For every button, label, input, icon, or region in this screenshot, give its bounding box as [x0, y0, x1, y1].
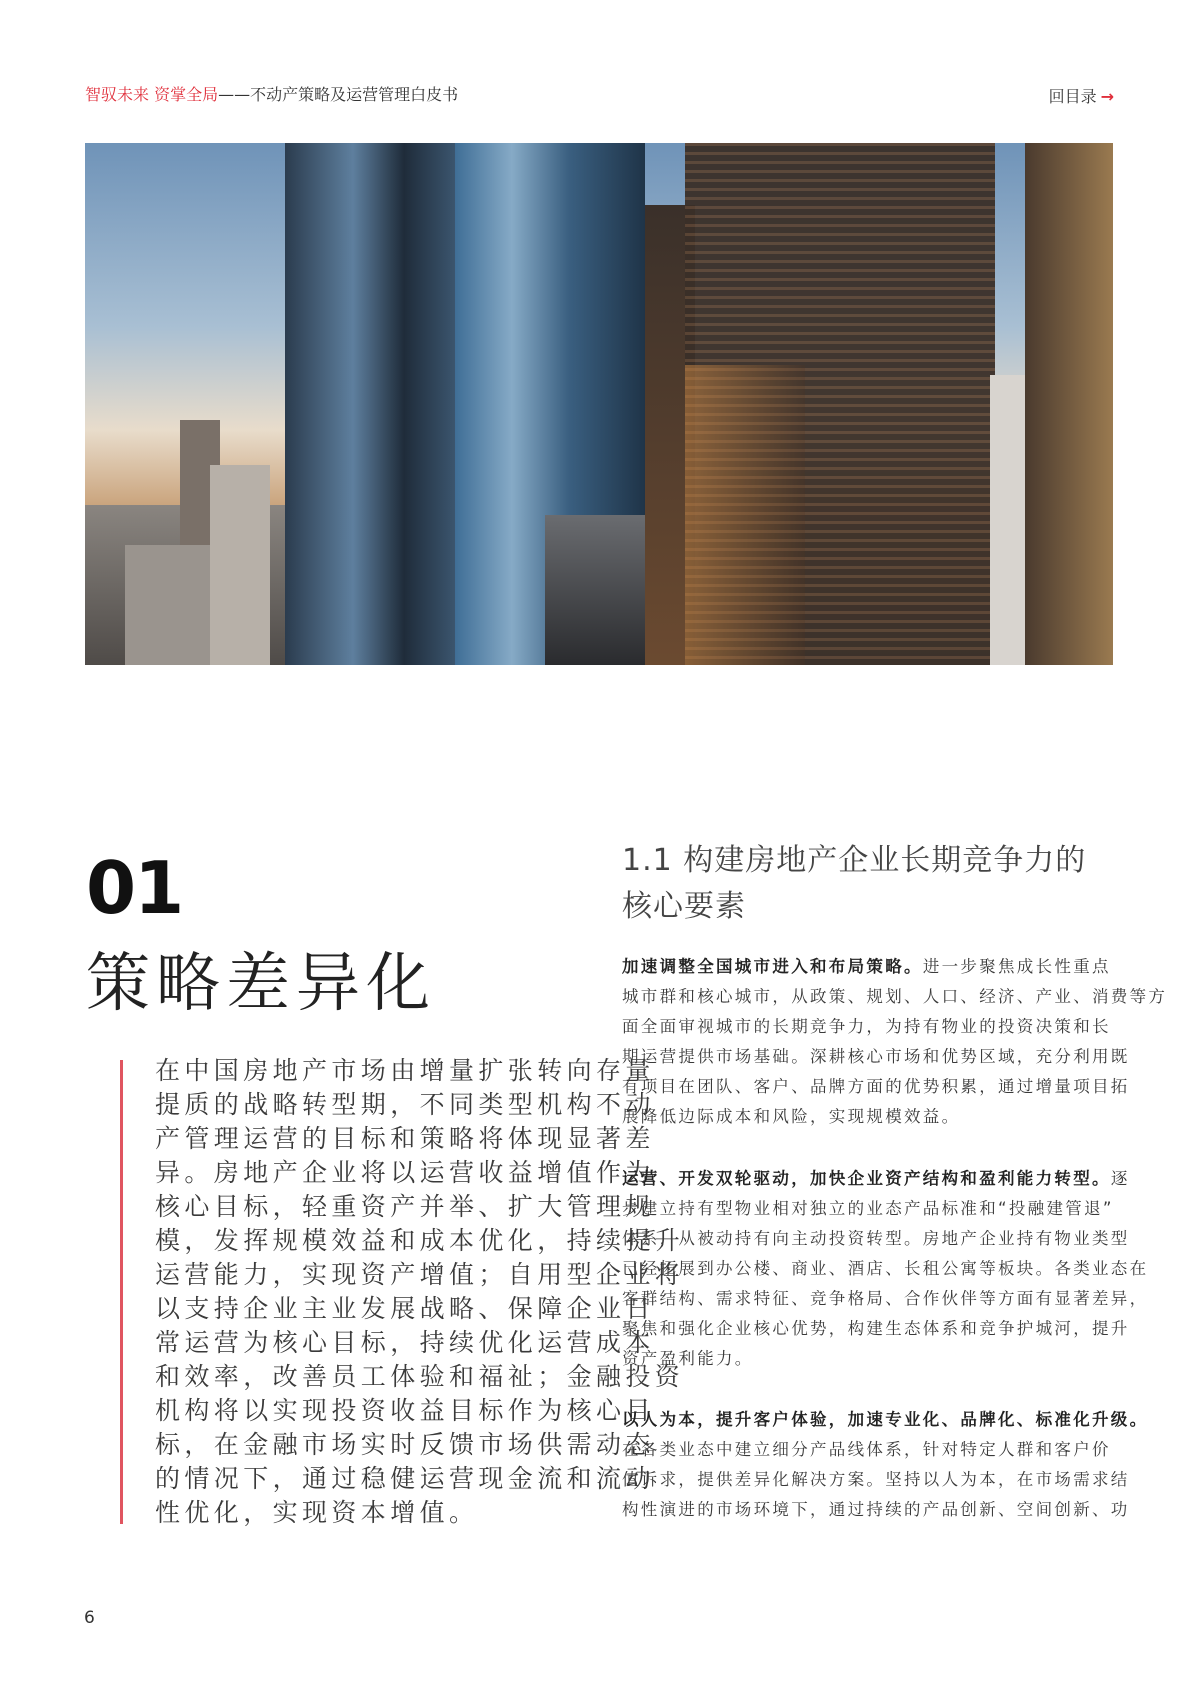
paragraph-line: 体系，从被动持有向主动投资转型。房地产企业持有物业类型: [622, 1229, 1130, 1248]
intro-line: 模，发挥规模效益和成本优化，持续提升: [155, 1226, 685, 1255]
paragraph-first-line: [622, 1164, 1130, 1194]
paragraph-line: 资产盈利能力。: [622, 1349, 754, 1368]
running-header: [85, 82, 458, 105]
section-number: 01: [86, 846, 183, 930]
intro-line: 核心目标，轻重资产并举、扩大管理规: [155, 1192, 655, 1221]
arrow-right-icon: →: [1100, 87, 1114, 106]
body-paragraph-dual-drive: [622, 1164, 1149, 1374]
quote-accent-bar: [120, 1060, 123, 1524]
paragraph-line: 值诉求，提供差异化解决方案。坚持以人为本，在市场需求结: [622, 1470, 1130, 1489]
toc-label: 回目录: [1048, 87, 1097, 106]
subsection-heading: [622, 838, 1086, 930]
paragraph-line: 展降低边际成本和风险，实现规模效益。: [622, 1107, 961, 1126]
body-paragraph-customer-experience: [622, 1405, 1149, 1525]
intro-line: 在中国房地产市场由增量扩张转向存量: [155, 1056, 655, 1085]
paragraph-line: 期运营提供市场基础。深耕核心市场和优势区域，充分利用既: [622, 1047, 1130, 1066]
subsection-heading-line: 核心要素: [622, 889, 746, 924]
paragraph-lead: 加速调整全国城市进入和布局策略。: [622, 957, 923, 976]
page-number: 6: [84, 1608, 95, 1628]
paragraph-first-line: [622, 952, 1122, 982]
body-paragraph-city-strategy: [622, 952, 1168, 1132]
intro-line: 机构将以实现投资收益目标作为核心目: [155, 1396, 655, 1425]
intro-line: 和效率，改善员工体验和福祉；金融投资: [155, 1362, 685, 1391]
paragraph-first-line: [622, 1405, 1149, 1435]
paragraph-text: 进一步聚焦成长性重点: [922, 957, 1111, 976]
paragraph-line: 步建立持有型物业相对独立的业态产品标准和“投融建管退”: [622, 1199, 1114, 1218]
paragraph-line: 聚焦和强化企业核心优势，构建生态体系和竞争护城河，提升: [622, 1319, 1130, 1338]
paragraph-lead: 以人为本，提升客户体验，加速专业化、品牌化、标准化升级。: [622, 1410, 1149, 1429]
paragraph-line: 在各类业态中建立细分产品线体系，针对特定人群和客户价: [622, 1440, 1111, 1459]
document-subtitle: ——不动产策略及运营管理白皮书: [218, 85, 459, 104]
brand-title: 智驭未来 资掌全局: [85, 85, 219, 104]
intro-paragraph: [155, 1054, 685, 1530]
intro-line: 以支持企业主业发展战略、保障企业日: [155, 1294, 655, 1323]
paragraph-line: 面全面审视城市的长期竞争力，为持有物业的投资决策和长: [622, 1017, 1111, 1036]
paragraph-line: 有项目在团队、客户、品牌方面的优势积累，通过增量项目拓: [622, 1077, 1130, 1096]
intro-line: 标，在金融市场实时反馈市场供需动态: [155, 1430, 655, 1459]
paragraph-line: 城市群和核心城市，从政策、规划、人口、经济、产业、消费等方: [622, 987, 1168, 1006]
intro-line: 运营能力，实现资产增值；自用型企业将: [155, 1260, 685, 1289]
intro-line: 异。房地产企业将以运营收益增值作为: [155, 1158, 655, 1187]
paragraph-line: 已经拓展到办公楼、商业、酒店、长租公寓等板块。各类业态在: [622, 1259, 1149, 1278]
intro-line: 常运营为核心目标，持续优化运营成本: [155, 1328, 655, 1357]
paragraph-line: 构性演进的市场环境下，通过持续的产品创新、空间创新、功: [622, 1500, 1130, 1519]
intro-line: 产管理运营的目标和策略将体现显著差: [155, 1124, 655, 1153]
paragraph-lead: 运营、开发双轮驱动，加快企业资产结构和盈利能力转型。: [622, 1169, 1111, 1188]
subsection-heading-line: 1.1 构建房地产企业长期竞争力的: [622, 843, 1087, 878]
city-skyline-photo: [85, 143, 1113, 665]
intro-line: 的情况下，通过稳健运营现金流和流动: [155, 1464, 655, 1493]
paragraph-text: 逐: [1110, 1169, 1130, 1188]
intro-line: 提质的战略转型期，不同类型机构不动: [155, 1090, 655, 1119]
section-title: 策略差异化: [86, 947, 436, 1021]
paragraph-line: 客群结构、需求特征、竞争格局、合作伙伴等方面有显著差异，: [622, 1289, 1149, 1308]
back-to-toc-link[interactable]: [1049, 84, 1114, 107]
intro-line: 性优化，实现资本增值。: [155, 1498, 479, 1527]
